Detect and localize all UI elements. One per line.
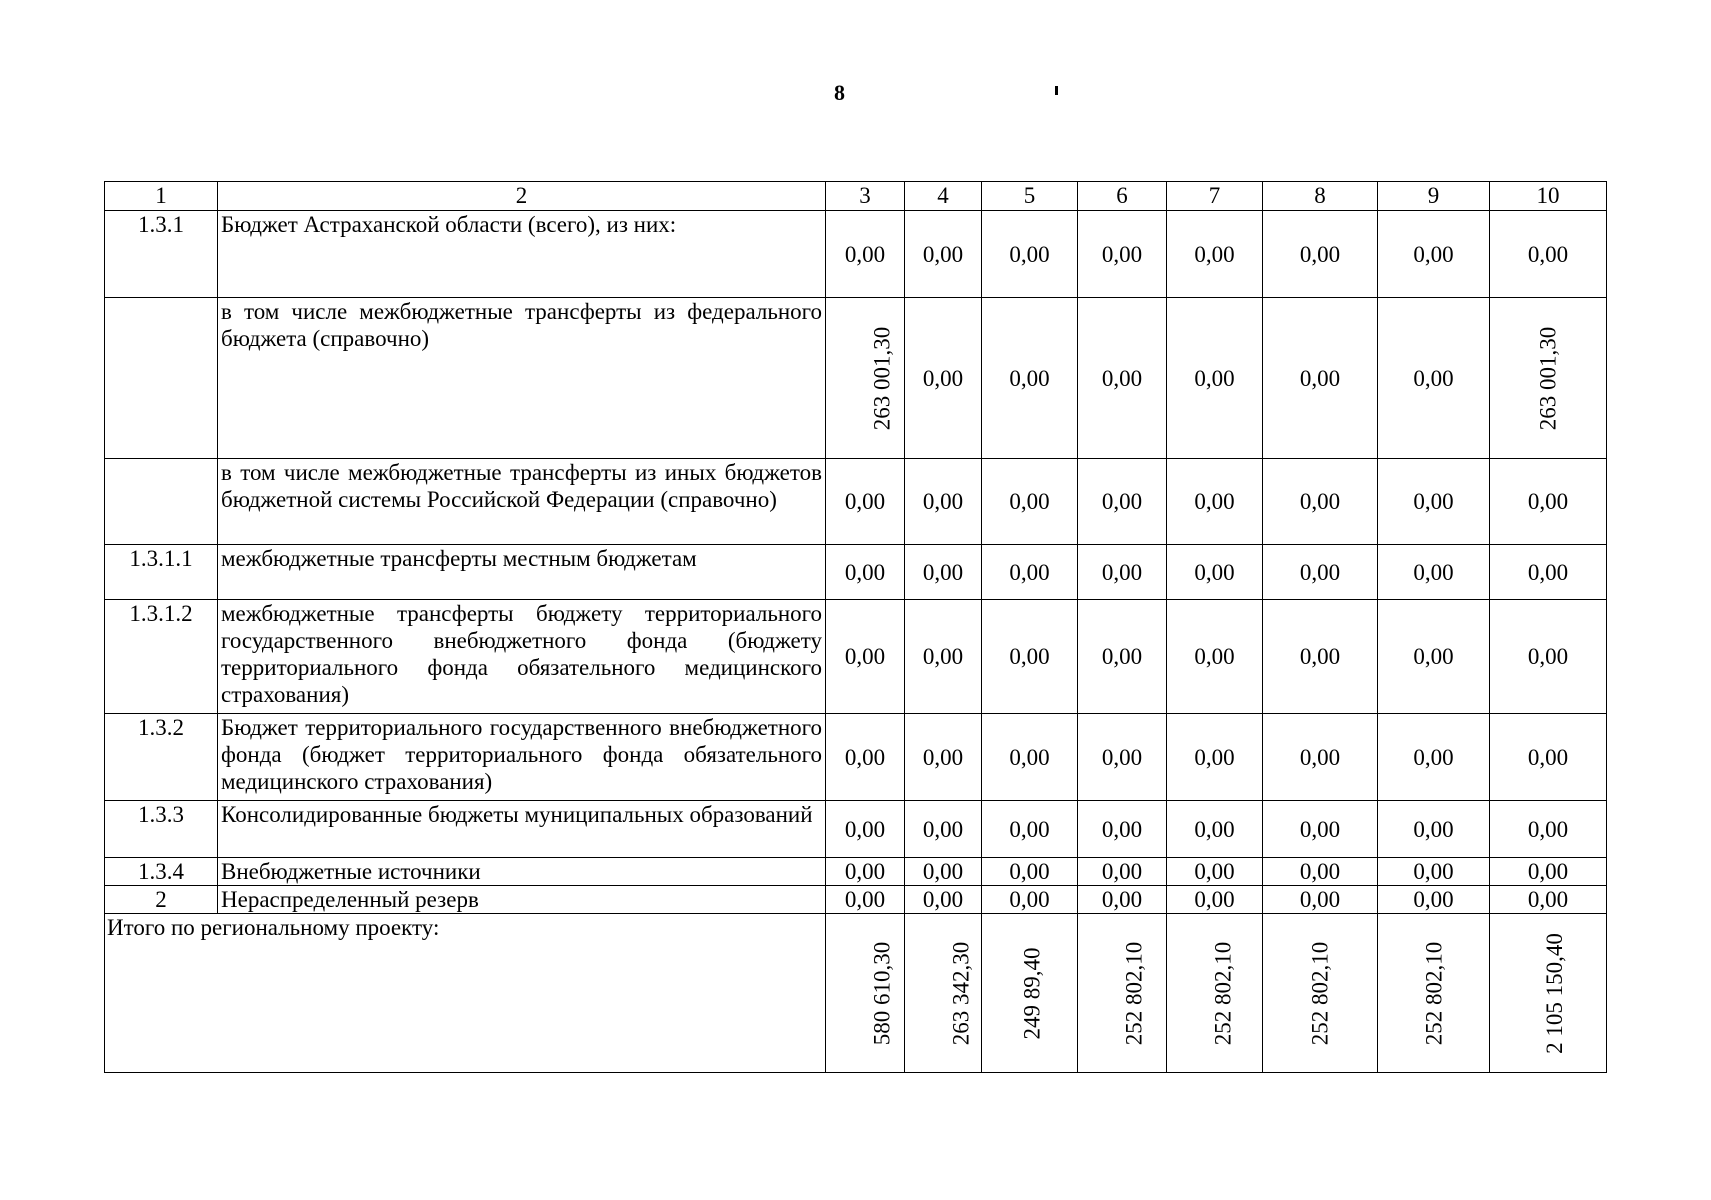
value-cell: 0,00 xyxy=(1263,714,1378,801)
row-description: Консолидированные бюджеты муниципальных образований xyxy=(218,801,826,858)
row-number: 1.3.1.1 xyxy=(105,545,218,600)
value-cell: 0,00 xyxy=(905,459,982,545)
row-description: Нераспределенный резерв xyxy=(218,886,826,914)
value-cell: 0,00 xyxy=(1378,714,1490,801)
row-description: в том числе межбюджетные трансферты из иных бюджетов бюджетной системы Российской Федерации (справочно) xyxy=(218,459,826,545)
table-row xyxy=(105,886,1607,914)
value-cell: 0,00 xyxy=(826,545,905,600)
value-cell: 0,00 xyxy=(905,298,982,459)
value-cell: 0,00 xyxy=(826,801,905,858)
row-number: 1.3.4 xyxy=(105,858,218,886)
value-cell: 0,00 xyxy=(1378,545,1490,600)
header-cell: 2 xyxy=(218,182,826,211)
value-cell xyxy=(826,298,905,459)
value-cell: 0,00 xyxy=(1490,858,1607,886)
row-description: Внебюджетные источники xyxy=(218,858,826,886)
value-cell: 0,00 xyxy=(1378,298,1490,459)
header-cell: 9 xyxy=(1378,182,1490,211)
value-cell: 0,00 xyxy=(1263,545,1378,600)
value-cell: 0,00 xyxy=(1078,600,1167,714)
value-cell: 0,00 xyxy=(1167,459,1263,545)
value-cell: 0,00 xyxy=(982,858,1078,886)
header-cell: 6 xyxy=(1078,182,1167,211)
total-value-cell xyxy=(1167,914,1263,1073)
value-cell: 0,00 xyxy=(1263,459,1378,545)
header-cell: 5 xyxy=(982,182,1078,211)
value-cell: 0,00 xyxy=(1078,858,1167,886)
total-row xyxy=(105,914,1607,1073)
value-cell: 0,00 xyxy=(826,211,905,298)
value-cell: 0,00 xyxy=(1167,714,1263,801)
value-cell: 0,00 xyxy=(982,459,1078,545)
value-cell: 0,00 xyxy=(1078,801,1167,858)
rotated-value: 263 342,30 xyxy=(948,941,974,1045)
value-cell: 0,00 xyxy=(1490,600,1607,714)
total-value-cell xyxy=(905,914,982,1073)
value-cell: 0,00 xyxy=(1378,858,1490,886)
rotated-value: 263 001,30 xyxy=(869,326,895,430)
rotated-value: 580 610,30 xyxy=(869,941,895,1045)
value-cell: 0,00 xyxy=(982,545,1078,600)
value-cell: 0,00 xyxy=(1490,545,1607,600)
value-cell: 0,00 xyxy=(1263,801,1378,858)
value-cell: 0,00 xyxy=(826,886,905,914)
value-cell: 0,00 xyxy=(1490,801,1607,858)
value-cell: 0,00 xyxy=(1263,886,1378,914)
header-cell: 8 xyxy=(1263,182,1378,211)
row-number: 1.3.1 xyxy=(105,211,218,298)
value-cell: 0,00 xyxy=(1167,600,1263,714)
tick-mark xyxy=(1055,86,1058,95)
table-row xyxy=(105,459,1607,545)
total-value-cell xyxy=(982,914,1078,1073)
total-value-cell xyxy=(1263,914,1378,1073)
table-row xyxy=(105,714,1607,801)
value-cell: 0,00 xyxy=(905,211,982,298)
table-row xyxy=(105,545,1607,600)
rotated-value: 249 89,40 xyxy=(1019,947,1045,1039)
header-cell: 7 xyxy=(1167,182,1263,211)
table-row xyxy=(105,298,1607,459)
row-description: межбюджетные трансферты бюджету территориального государственного внебюджетного фонда (бюджету территориального фонда обязательного медицинского страхования) xyxy=(218,600,826,714)
value-cell: 0,00 xyxy=(1490,886,1607,914)
row-number: 1.3.3 xyxy=(105,801,218,858)
value-cell: 0,00 xyxy=(982,801,1078,858)
total-value-cell xyxy=(1078,914,1167,1073)
value-cell: 0,00 xyxy=(1078,545,1167,600)
value-cell: 0,00 xyxy=(1490,211,1607,298)
row-number xyxy=(105,298,218,459)
value-cell: 0,00 xyxy=(1263,600,1378,714)
value-cell: 0,00 xyxy=(905,801,982,858)
header-cell: 10 xyxy=(1490,182,1607,211)
total-value-cell xyxy=(826,914,905,1073)
header-cell: 4 xyxy=(905,182,982,211)
value-cell: 0,00 xyxy=(905,858,982,886)
value-cell: 0,00 xyxy=(826,858,905,886)
value-cell: 0,00 xyxy=(1263,858,1378,886)
row-number: 1.3.1.2 xyxy=(105,600,218,714)
table-row xyxy=(105,858,1607,886)
value-cell: 0,00 xyxy=(1078,459,1167,545)
header-cell: 3 xyxy=(826,182,905,211)
value-cell: 0,00 xyxy=(1167,801,1263,858)
row-description: межбюджетные трансферты местным бюджетам xyxy=(218,545,826,600)
value-cell: 0,00 xyxy=(905,600,982,714)
value-cell: 0,00 xyxy=(982,600,1078,714)
value-cell: 0,00 xyxy=(1378,211,1490,298)
value-cell xyxy=(1490,298,1607,459)
value-cell: 0,00 xyxy=(1167,298,1263,459)
value-cell: 0,00 xyxy=(982,298,1078,459)
rotated-value: 263 001,30 xyxy=(1535,326,1561,430)
value-cell: 0,00 xyxy=(982,714,1078,801)
rotated-value: 252 802,10 xyxy=(1421,941,1447,1045)
value-cell: 0,00 xyxy=(1263,211,1378,298)
value-cell: 0,00 xyxy=(1078,886,1167,914)
rotated-value: 252 802,10 xyxy=(1121,941,1147,1045)
row-description: в том числе межбюджетные трансферты из федерального бюджета (справочно) xyxy=(218,298,826,459)
value-cell: 0,00 xyxy=(982,211,1078,298)
value-cell: 0,00 xyxy=(1378,600,1490,714)
row-number: 2 xyxy=(105,886,218,914)
value-cell: 0,00 xyxy=(1378,459,1490,545)
value-cell: 0,00 xyxy=(1078,298,1167,459)
table-row xyxy=(105,600,1607,714)
value-cell: 0,00 xyxy=(1490,459,1607,545)
rotated-value: 252 802,10 xyxy=(1307,941,1333,1045)
total-label: Итого по региональному проекту: xyxy=(105,914,826,1073)
value-cell: 0,00 xyxy=(905,886,982,914)
row-number: 1.3.2 xyxy=(105,714,218,801)
rotated-value: 2 105 150,40 xyxy=(1541,932,1567,1054)
value-cell: 0,00 xyxy=(1167,545,1263,600)
value-cell: 0,00 xyxy=(826,600,905,714)
header-row xyxy=(105,182,1607,211)
value-cell: 0,00 xyxy=(1078,211,1167,298)
value-cell: 0,00 xyxy=(1490,714,1607,801)
value-cell: 0,00 xyxy=(826,459,905,545)
value-cell: 0,00 xyxy=(1378,886,1490,914)
value-cell: 0,00 xyxy=(982,886,1078,914)
value-cell: 0,00 xyxy=(905,545,982,600)
header-cell: 1 xyxy=(105,182,218,211)
page-number: 8 xyxy=(834,80,845,105)
rotated-value: 252 802,10 xyxy=(1210,941,1236,1045)
value-cell: 0,00 xyxy=(905,714,982,801)
value-cell: 0,00 xyxy=(1167,886,1263,914)
table-row xyxy=(105,801,1607,858)
value-cell: 0,00 xyxy=(1263,298,1378,459)
budget-table xyxy=(104,181,1607,1073)
row-number xyxy=(105,459,218,545)
table-row xyxy=(105,211,1607,298)
value-cell: 0,00 xyxy=(1167,858,1263,886)
total-value-cell xyxy=(1378,914,1490,1073)
value-cell: 0,00 xyxy=(1167,211,1263,298)
value-cell: 0,00 xyxy=(1078,714,1167,801)
total-value-cell xyxy=(1490,914,1607,1073)
value-cell: 0,00 xyxy=(1378,801,1490,858)
row-description: Бюджет территориального государственного внебюджетного фонда (бюджет территориального фонда обязательного медицинского страхования) xyxy=(218,714,826,801)
value-cell: 0,00 xyxy=(826,714,905,801)
row-description: Бюджет Астраханской области (всего), из них: xyxy=(218,211,826,298)
